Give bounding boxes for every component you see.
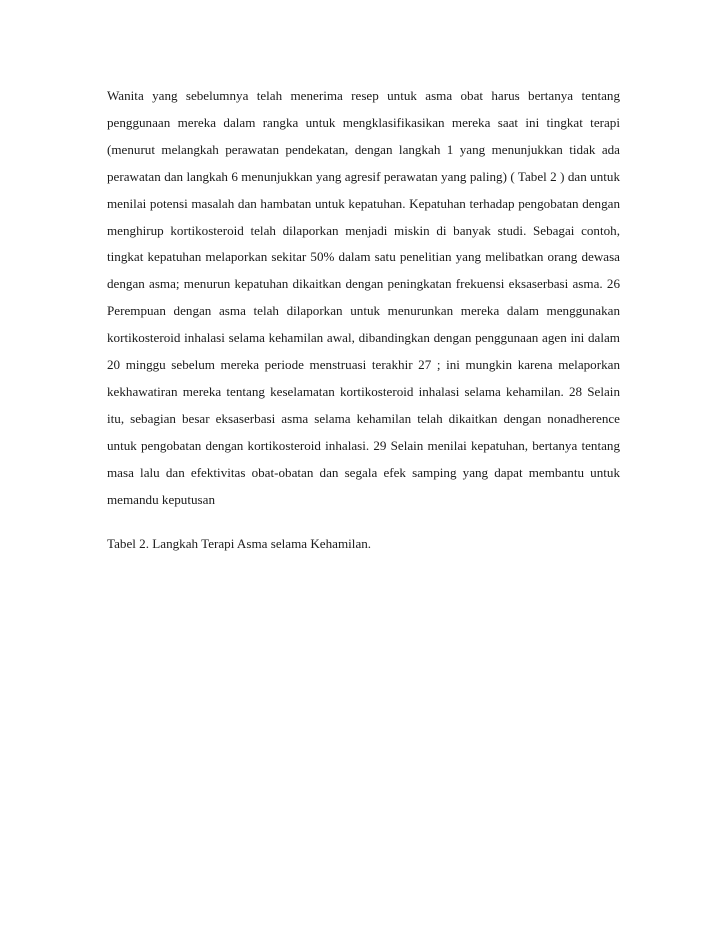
body-paragraph: Wanita yang sebelumnya telah menerima resep untuk asma obat harus bertanya tentang penggunaan mereka dalam rangka untuk mengklasifikasikan mereka saat ini tingkat terapi (menurut melangkah perawatan pendekatan, dengan langkah 1 yang menunjukkan tidak ada perawatan dan langkah 6 menunjukkan yang agresif perawatan yang paling) ( Tabel 2 ) dan untuk menilai potensi masalah dan hambatan untuk kepatuhan. Kepatuhan terhadap pengobatan dengan menghirup kortikosteroid telah dilaporkan menjadi miskin di banyak studi. Sebagai contoh, tingkat kepatuhan melaporkan sekitar 50% dalam satu penelitian yang melibatkan orang dewasa dengan asma; menurun kepatuhan dikaitkan dengan peningkatan frekuensi eksaserbasi asma. 26 Perempuan dengan asma telah dilaporkan untuk menurunkan mereka dalam menggunakan kortikosteroid inhalasi selama kehamilan awal, dibandingkan dengan penggunaan agen ini dalam 20 minggu sebelum mereka periode menstruasi terakhir 27 ; ini mungkin karena melaporkan kekhawatiran mereka tentang keselamatan kortikosteroid inhalasi selama kehamilan. 28 Selain itu, sebagian besar eksaserbasi asma selama kehamilan telah dikaitkan dengan nonadherence untuk pengobatan dengan kortikosteroid inhalasi. 29 Selain menilai kepatuhan, bertanya tentang masa lalu dan efektivitas obat-obatan dan segala efek samping yang dapat membantu untuk memandu keputusan bbox=[107, 88, 620, 507]
table-caption: Tabel 2. Langkah Terapi Asma selama Kehamilan. bbox=[107, 535, 372, 551]
document-content bbox=[107, 83, 620, 557]
